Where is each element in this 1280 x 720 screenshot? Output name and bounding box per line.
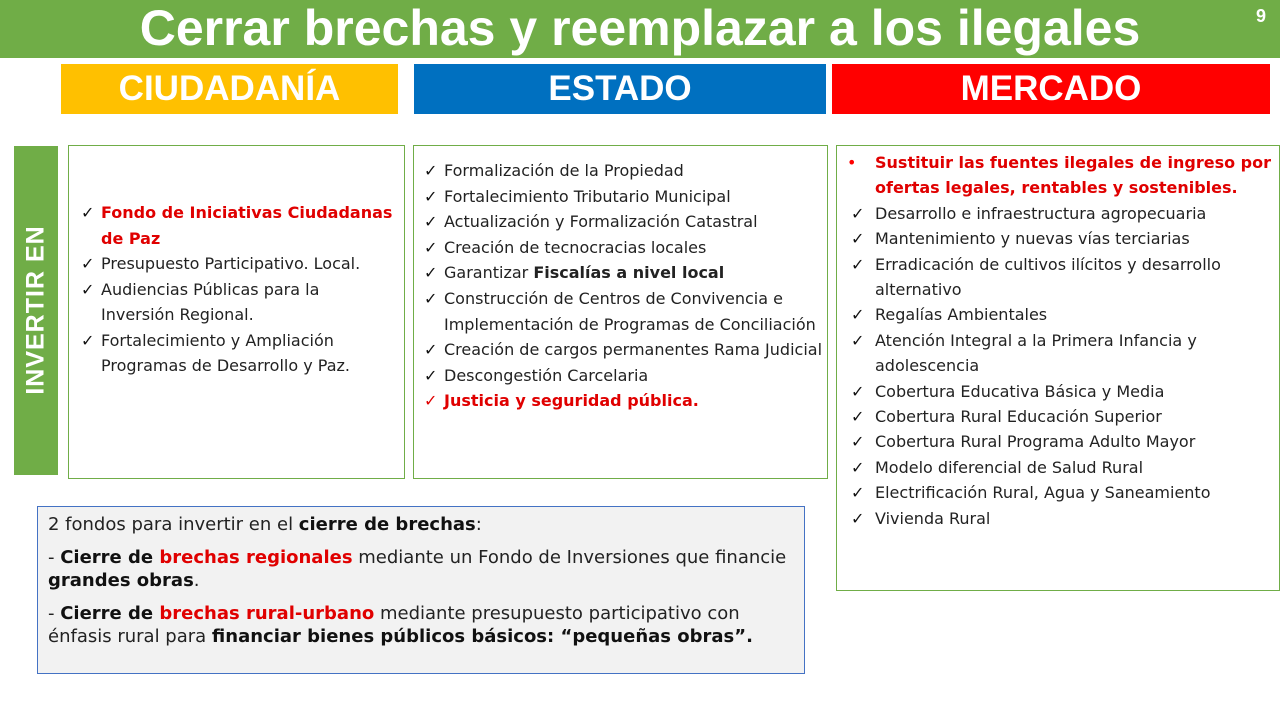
list-item: ✓ Fortalecimiento y Ampliación Programas de Desarrollo y Paz. xyxy=(81,328,396,379)
list-item: ✓ Electrificación Rural, Agua y Saneamiento xyxy=(843,480,1275,505)
mercado-box xyxy=(836,145,1280,591)
check-icon: ✓ xyxy=(424,340,438,360)
check-icon: ✓ xyxy=(851,508,865,528)
list-item: ✓ Justicia y seguridad pública. xyxy=(424,388,823,414)
funds-intro: 2 fondos para invertir en el cierre de brechas: xyxy=(48,514,482,535)
mercado-list xyxy=(843,150,1275,531)
list-item: ✓ Fortalecimiento Tributario Municipal xyxy=(424,184,823,210)
list-item: ✓ Creación de tecnocracias locales xyxy=(424,235,823,261)
header-mercado: MERCADO xyxy=(832,64,1270,114)
check-icon: ✓ xyxy=(851,305,865,325)
check-icon: ✓ xyxy=(424,391,438,411)
list-item: ✓ Formalización de la Propiedad xyxy=(424,158,823,184)
page-title: Cerrar brechas y reemplazar a los ilegales xyxy=(139,0,1141,56)
list-item: ✓ Cobertura Rural Programa Adulto Mayor xyxy=(843,429,1275,454)
ciudadania-list xyxy=(81,200,396,379)
bullet-icon: • xyxy=(847,153,857,172)
check-icon: ✓ xyxy=(851,432,865,452)
check-icon: ✓ xyxy=(81,254,95,273)
check-icon: ✓ xyxy=(851,229,865,249)
side-label: INVERTIR EN xyxy=(21,225,50,395)
check-icon: ✓ xyxy=(424,365,438,385)
fund-regional: - Cierre de brechas regionales mediante un Fondo de Inversiones que financie grandes obras. xyxy=(48,547,787,591)
list-item: ✓ Actualización y Formalización Catastral xyxy=(424,209,823,235)
check-icon: ✓ xyxy=(851,407,865,427)
slide-number: 9 xyxy=(1255,6,1266,26)
check-icon: ✓ xyxy=(851,203,865,223)
check-icon: ✓ xyxy=(424,263,438,283)
list-item: ✓ Descongestión Carcelaria xyxy=(424,363,823,389)
estado-list xyxy=(424,158,823,414)
list-item: ✓ Garantizar Fiscalías a nivel local xyxy=(424,260,823,286)
list-item: ✓ Construcción de Centros de Convivencia e Implementación de Programas de Conciliación xyxy=(424,286,823,337)
check-icon: ✓ xyxy=(424,212,438,232)
check-icon: ✓ xyxy=(851,330,865,350)
list-item: ✓ Fondo de Iniciativas Ciudadanas de Paz xyxy=(81,200,396,251)
list-item: ✓ Vivienda Rural xyxy=(843,506,1275,531)
list-item: ✓ Audiencias Públicas para la Inversión Regional. xyxy=(81,277,396,328)
list-item: ✓ Cobertura Educativa Básica y Media xyxy=(843,379,1275,404)
fund-rural-urbano: - Cierre de brechas rural-urbano mediante presupuesto participativo con énfasis rural para financiar bienes públicos básicos: “pequeñas obras”. xyxy=(48,603,753,647)
check-icon: ✓ xyxy=(424,186,438,206)
funds-note xyxy=(37,506,805,674)
check-icon: ✓ xyxy=(851,483,865,503)
list-item: ✓ Atención Integral a la Primera Infancia y adolescencia xyxy=(843,328,1275,379)
list-item: • Sustituir las fuentes ilegales de ingreso por ofertas legales, rentables y sostenibles. xyxy=(843,150,1275,201)
header-ciudadania: CIUDADANÍA xyxy=(61,64,398,114)
list-item: ✓ Regalías Ambientales xyxy=(843,302,1275,327)
list-item: ✓ Presupuesto Participativo. Local. xyxy=(81,251,396,277)
list-item: ✓ Mantenimiento y nuevas vías terciarias xyxy=(843,226,1275,251)
check-icon: ✓ xyxy=(424,237,438,257)
check-icon: ✓ xyxy=(81,279,95,299)
check-icon: ✓ xyxy=(424,161,438,180)
list-item: ✓ Cobertura Rural Educación Superior xyxy=(843,404,1275,429)
estado-box xyxy=(413,145,828,479)
check-icon: ✓ xyxy=(81,330,95,350)
header-estado: ESTADO xyxy=(414,64,826,114)
ciudadania-box xyxy=(68,145,405,479)
check-icon: ✓ xyxy=(851,457,865,477)
check-icon: ✓ xyxy=(851,254,865,274)
list-item: ✓ Erradicación de cultivos ilícitos y desarrollo alternativo xyxy=(843,252,1275,303)
list-item: ✓ Desarrollo e infraestructura agropecuaria xyxy=(843,201,1275,226)
list-item: ✓ Creación de cargos permanentes Rama Judicial xyxy=(424,337,823,363)
check-icon: ✓ xyxy=(81,203,95,222)
check-icon: ✓ xyxy=(851,381,865,401)
list-item: ✓ Modelo diferencial de Salud Rural xyxy=(843,455,1275,480)
check-icon: ✓ xyxy=(424,288,438,308)
